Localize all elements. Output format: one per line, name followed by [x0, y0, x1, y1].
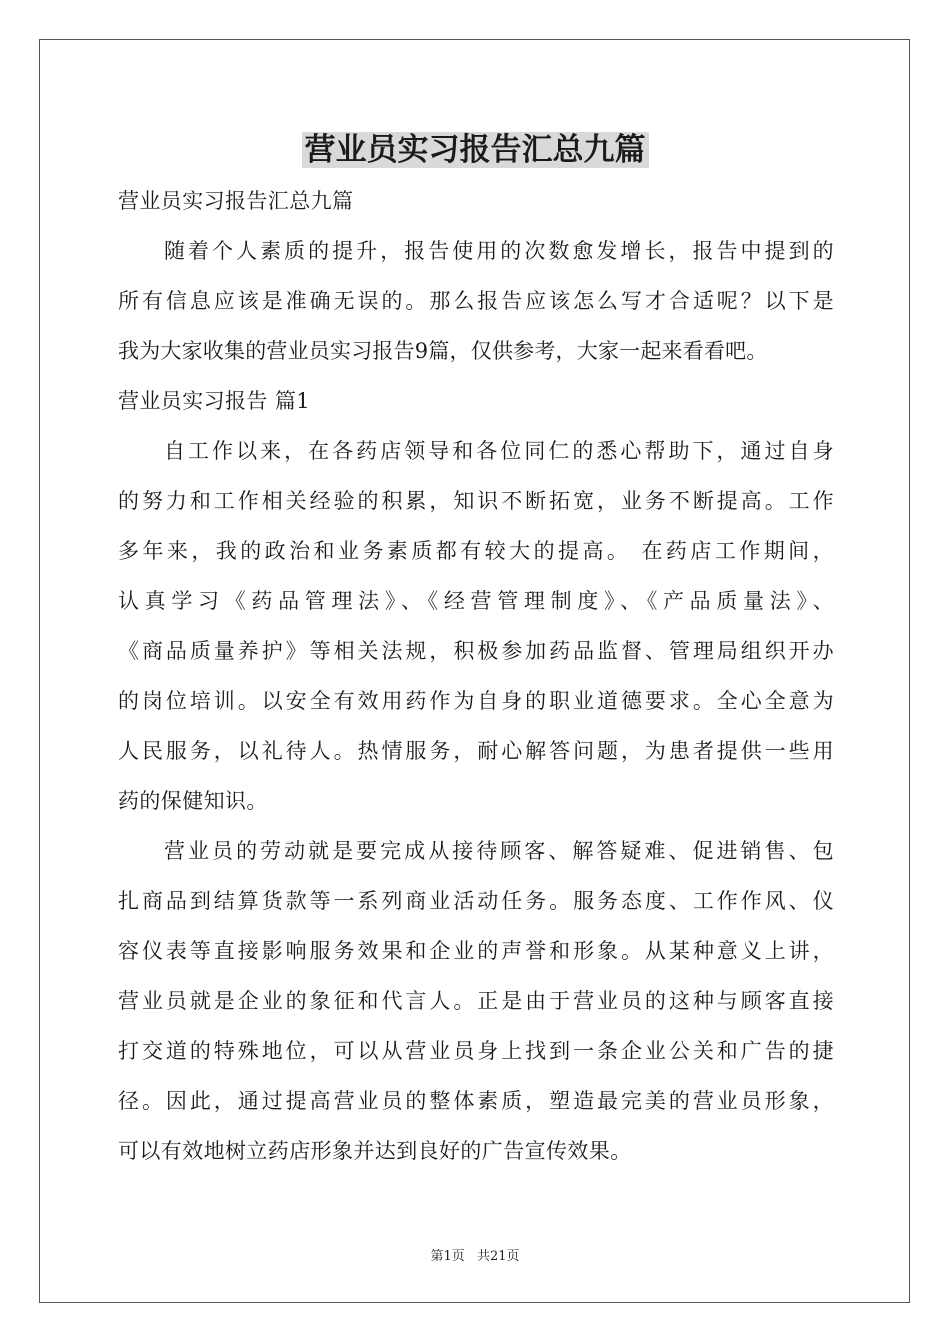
paragraph-line: 径。因此，通过提高营业员的整体素质，塑造最完美的营业员形象，	[118, 1089, 834, 1113]
page-total: 共21页	[476, 1249, 520, 1264]
paragraph-line: 人民服务，以礼待人。热情服务，耐心解答问题，为患者提供一些用	[118, 739, 834, 763]
document-title: 营业员实习报告汇总九篇	[0, 128, 950, 172]
document-body	[118, 176, 834, 1176]
subtitle-line: 营业员实习报告汇总九篇	[118, 189, 354, 213]
paragraph-line: 认真学习《药品管理法》、《经营管理制度》、《产品质量法》、	[118, 589, 834, 613]
paragraph-line: 的努力和工作相关经验的积累，知识不断拓宽，业务不断提高。工作	[118, 489, 834, 513]
paragraph-line: 容仪表等直接影响服务效果和企业的声誉和形象。从某种意义上讲，	[118, 939, 834, 963]
paragraph-line: 随着个人素质的提升，报告使用的次数愈发增长，报告中提到的	[164, 239, 834, 263]
paragraph-line: 药的保健知识。	[118, 789, 268, 813]
paragraph-line: 扎商品到结算货款等一系列商业活动任务。服务态度、工作作风、仪	[118, 889, 834, 913]
paragraph-line: 我为大家收集的营业员实习报告9篇，仅供参考，大家一起来看看吧。	[118, 339, 768, 363]
paragraph-line: 可以有效地树立药店形象并达到良好的广告宣传效果。	[118, 1139, 632, 1163]
paragraph-line: 的岗位培训。以安全有效用药作为自身的职业道德要求。全心全意为	[118, 689, 834, 713]
paragraph-line: 所有信息应该是准确无误的。那么报告应该怎么写才合适呢？以下是	[118, 289, 834, 313]
paragraph-line: 打交道的特殊地位，可以从营业员身上找到一条企业公关和广告的捷	[118, 1039, 834, 1063]
paragraph-line: 营业员的劳动就是要完成从接待顾客、解答疑难、促进销售、包	[164, 839, 834, 863]
paragraph-line: 自工作以来，在各药店领导和各位同仁的悉心帮助下，通过自身	[164, 439, 834, 463]
page-number: 第1页	[430, 1249, 465, 1264]
paragraph-line: 多年来，我的政治和业务素质都有较大的提高。 在药店工作期间，	[118, 539, 834, 563]
paragraph-line: 营业员就是企业的象征和代言人。正是由于营业员的这种与顾客直接	[118, 989, 834, 1013]
paragraph-line: 《商品质量养护》等相关法规，积极参加药品监督、管理局组织开办	[118, 639, 834, 663]
page-footer	[0, 1248, 950, 1266]
section-heading: 营业员实习报告 篇1	[118, 389, 311, 413]
